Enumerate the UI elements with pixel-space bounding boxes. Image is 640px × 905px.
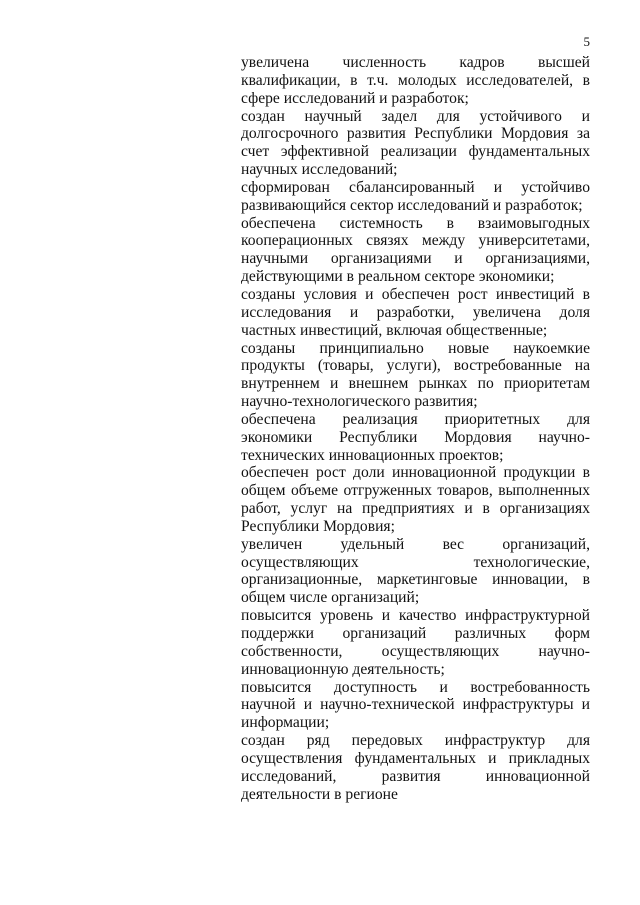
- list-item: обеспечена реализация приоритетных для экономики Республики Мордовия научно-технических инновационных проектов;: [241, 410, 590, 464]
- page-number: 5: [583, 34, 590, 49]
- list-item: создан научный задел для устойчивого и долгосрочного развития Республики Мордовия за счет эффективной реализации фундаментальных научных исследований;: [241, 107, 590, 179]
- list-item: обеспечен рост доли инновационной продукции в общем объеме отгруженных товаров, выполненных работ, услуг на предприятиях и в организациях Республики Мордовия;: [241, 464, 590, 535]
- list-item: созданы принципиально новые наукоемкие продукты (товары, услуги), востребованные на внутреннем и внешнем рынках по приоритетам научно-технологического развития;: [241, 339, 590, 411]
- list-item: увеличен удельный вес организаций, осуществляющих технологические, организационные, маркетинговые инновации, в общем числе организаций;: [241, 535, 590, 607]
- list-item: созданы условия и обеспечен рост инвестиций в исследования и разработки, увеличена доля частных инвестиций, включая общественные;: [241, 285, 590, 339]
- list-item: увеличена численность кадров высшей квалификации, в т.ч. молодых исследователей, в сфере исследований и разработок;: [241, 54, 590, 107]
- list-item: обеспечена системность в взаимовыгодных кооперационных связях между университетами, научными организациями и организациями, действующими в реальном секторе экономики;: [241, 214, 590, 286]
- list-item: повысится доступность и востребованность научной и научно-технической инфраструктуры и информации;: [241, 678, 590, 732]
- list-item: повысится уровень и качество инфраструктурной поддержки организаций различных форм собственности, осуществляющих научно-инновационную деятельность;: [241, 607, 590, 678]
- list-item: создан ряд передовых инфраструктур для осуществления фундаментальных и прикладных исследований, развития инновационной деятельности в регионе: [241, 732, 590, 803]
- document-body: [241, 54, 590, 803]
- list-item: сформирован сбалансированный и устойчиво развивающийся сектор исследований и разработок;: [241, 178, 590, 214]
